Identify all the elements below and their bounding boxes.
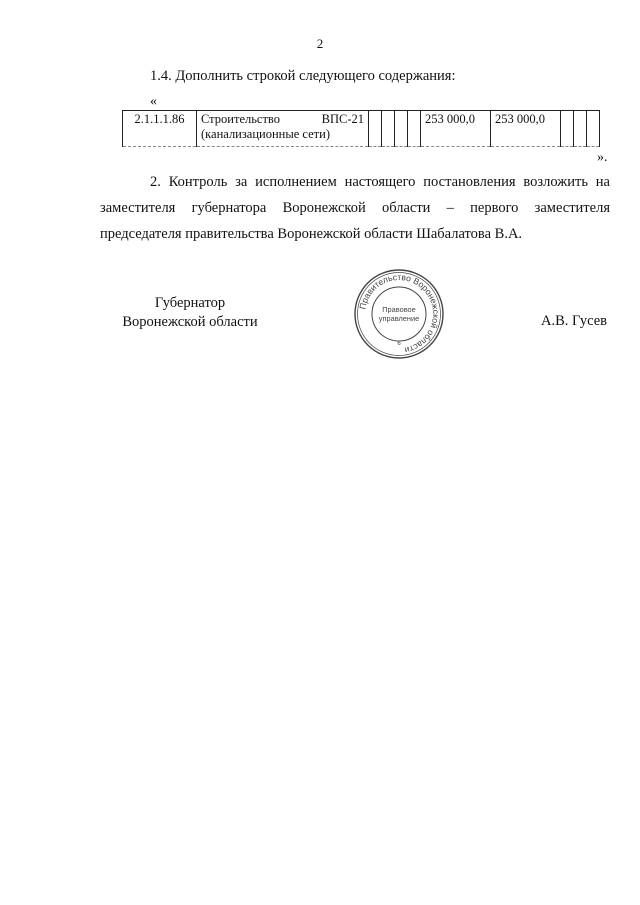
inserted-table-row [122, 110, 600, 147]
empty-cell [382, 111, 395, 147]
row-name-line2: (канализационные сети) [201, 127, 330, 141]
quote-open: « [150, 94, 157, 109]
empty-cell [369, 111, 382, 147]
empty-cell [561, 111, 574, 147]
table-row [123, 111, 600, 147]
row-sum-2-cell: 253 000,0 [491, 111, 561, 147]
seal-center-line2: управление [378, 314, 420, 323]
row-name-word: Строительство [201, 112, 281, 126]
row-name-line1 [201, 112, 364, 127]
empty-cell [587, 111, 600, 147]
item-2-line1: 2. Контроль за исполнением настоящего постановления возложить на [150, 174, 610, 190]
signature-title-line1: Губернатор [154, 295, 226, 311]
seal-ring-text: Правительство Воронежской области [357, 271, 442, 356]
signature-name: А.В. Гусев [541, 313, 607, 329]
empty-cell [395, 111, 408, 147]
seal-stamp [353, 268, 445, 360]
signature-title-line2: Воронежской области [122, 314, 258, 330]
item-2-line2: заместителя губернатора Воронежской области – первого заместителя [100, 200, 610, 216]
empty-cell [574, 111, 587, 147]
item-1-4-heading: 1.4. Дополнить строкой следующего содержания: [150, 68, 456, 84]
empty-cell [408, 111, 421, 147]
signature-title [115, 294, 265, 332]
row-name-cell [197, 111, 369, 147]
row-name-object: ВПС-21 [321, 112, 364, 126]
row-code-cell: 2.1.1.1.86 [123, 111, 197, 147]
seal-center-line1: Правовое [382, 305, 416, 314]
seal-number: 6 [397, 341, 401, 347]
item-2-line3: председателя правительства Воронежской области Шабалатова В.А. [100, 226, 523, 242]
row-sum-1-cell: 253 000,0 [421, 111, 491, 147]
page-number: 2 [316, 36, 324, 51]
quote-close: ». [597, 150, 608, 165]
